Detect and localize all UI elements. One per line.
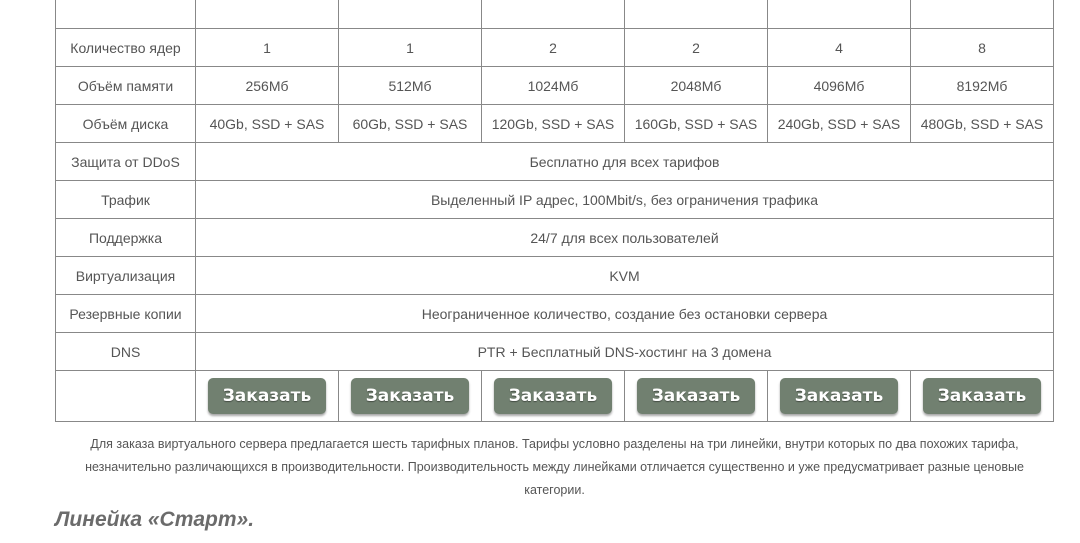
- table-cell: 1: [196, 29, 339, 67]
- table-row-traffic: [56, 181, 1054, 219]
- order-button[interactable]: Заказать: [351, 378, 469, 414]
- table-cell-wide: Неограниченное количество, создание без остановки сервера: [196, 295, 1054, 333]
- table-row-order: [56, 371, 1054, 422]
- table-cell: 512Мб: [339, 67, 482, 105]
- row-label: Количество ядер: [56, 29, 196, 67]
- table-cell-wide: Бесплатно для всех тарифов: [196, 143, 1054, 181]
- table-cell: [625, 0, 768, 29]
- table-cell: [56, 371, 196, 422]
- table-cell: 4: [768, 29, 911, 67]
- table-row-virtualization: [56, 257, 1054, 295]
- table-row-support: [56, 219, 1054, 257]
- table-cell-wide: 24/7 для всех пользователей: [196, 219, 1054, 257]
- table-cell: [911, 371, 1054, 422]
- table-cell: [196, 371, 339, 422]
- table-cell: 1: [339, 29, 482, 67]
- table-cell: 8: [911, 29, 1054, 67]
- table-row-cores: [56, 29, 1054, 67]
- table-cell: [482, 0, 625, 29]
- table-cell: 4096Мб: [768, 67, 911, 105]
- row-label: Объём памяти: [56, 67, 196, 105]
- table-cell: 2: [625, 29, 768, 67]
- section-heading: Линейка «Старт».: [55, 508, 255, 531]
- description-text: Для заказа виртуального сервера предлагается шесть тарифных планов. Тарифы условно разделены на три линейки, внутри которых по два похожих тарифа, незначительно различающихся в производительности. Производительность между линейками отличается существенно и уже предусматривает разные ценовые категории.: [85, 437, 1024, 497]
- table-cell: [768, 0, 911, 29]
- table-cell: [768, 371, 911, 422]
- row-label: Защита от DDoS: [56, 143, 196, 181]
- table-cell: 480Gb, SSD + SAS: [911, 105, 1054, 143]
- table-cell: 120Gb, SSD + SAS: [482, 105, 625, 143]
- table-cell: [625, 371, 768, 422]
- row-label: Трафик: [56, 181, 196, 219]
- table-cell: [196, 0, 339, 29]
- order-button[interactable]: Заказать: [637, 378, 755, 414]
- table-cell: 2: [482, 29, 625, 67]
- table-cell: 160Gb, SSD + SAS: [625, 105, 768, 143]
- order-button[interactable]: Заказать: [208, 378, 326, 414]
- table-cell-wide: KVM: [196, 257, 1054, 295]
- table-cell: 8192Мб: [911, 67, 1054, 105]
- table-cell: 256Мб: [196, 67, 339, 105]
- order-button[interactable]: Заказать: [923, 378, 1041, 414]
- order-button[interactable]: Заказать: [494, 378, 612, 414]
- row-label: Объём диска: [56, 105, 196, 143]
- table-row-ddos: [56, 143, 1054, 181]
- row-label: Поддержка: [56, 219, 196, 257]
- table-cell: 40Gb, SSD + SAS: [196, 105, 339, 143]
- table-cell: [56, 0, 196, 29]
- row-label: DNS: [56, 333, 196, 371]
- table-cell: [482, 371, 625, 422]
- table-row-backups: [56, 295, 1054, 333]
- table-cell: 1024Мб: [482, 67, 625, 105]
- table-cell: [339, 371, 482, 422]
- table-cell-wide: PTR + Бесплатный DNS-хостинг на 3 домена: [196, 333, 1054, 371]
- table-cell: 240Gb, SSD + SAS: [768, 105, 911, 143]
- table-cell: [911, 0, 1054, 29]
- table-cell-wide: Выделенный IP адрес, 100Mbit/s, без ограничения трафика: [196, 181, 1054, 219]
- description: [55, 433, 1054, 502]
- row-label: Виртуализация: [56, 257, 196, 295]
- table-row-memory: [56, 67, 1054, 105]
- table-row-header-partial: [56, 0, 1054, 29]
- row-label: Резервные копии: [56, 295, 196, 333]
- tariff-table: [55, 0, 1054, 422]
- order-button[interactable]: Заказать: [780, 378, 898, 414]
- table-row-dns: [56, 333, 1054, 371]
- table-cell: 2048Мб: [625, 67, 768, 105]
- table-cell: [339, 0, 482, 29]
- table-cell: 60Gb, SSD + SAS: [339, 105, 482, 143]
- table-row-disk: [56, 105, 1054, 143]
